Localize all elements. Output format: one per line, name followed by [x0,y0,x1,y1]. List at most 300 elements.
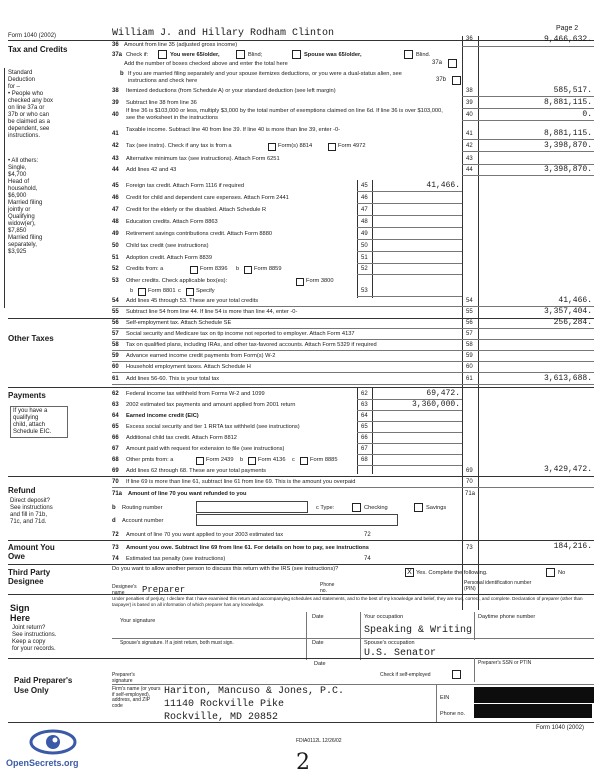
line-53-form8801-checkbox[interactable] [138,288,146,296]
line-68-text: Other pmts from: a [126,457,174,463]
side-text: 71c, and 71d. [10,519,47,525]
line-60-num: 60 [112,364,119,370]
line-54-text: Add lines 45 through 53. These are your total credits [126,298,259,304]
checking-label: Checking [364,505,388,511]
ein-label: EIN [440,695,450,701]
your-date-label: Date [312,614,324,620]
line-45-amount: 41,466. [426,181,460,190]
side-text: on line 37a or [8,105,45,111]
line-50-box: 50 [361,243,368,249]
line-68-opt-a: Form 2439 [206,457,234,463]
rule [357,410,462,411]
line-41-box: 41 [466,131,473,137]
box-column-right [478,36,479,610]
rule [357,239,462,240]
spouse-occupation: U.S. Senator [364,648,437,659]
line-36-text: Amount from line 35 (adjusted gross income) [124,42,238,48]
line-37b-box: 37b [436,77,447,83]
rule [357,296,462,297]
line-40-text: If line 36 is $103,000 or less, multiply $3,000 by the total number of exemptions claimed on line 6d. If line 36 is over $103,000, see the worksheet in the instructions [126,108,443,121]
side-text: for – [8,84,21,90]
line-37a-num: 37a [112,52,123,58]
std-others-side [8,158,42,256]
rule [357,251,462,252]
rule [357,227,462,228]
account-number-input[interactable] [196,514,398,526]
line-70-box: 70 [466,479,473,485]
line-48-text: Education credits. Attach Form 8863 [126,219,218,225]
line-73-num: 73 [112,545,119,551]
rule [8,476,594,477]
line-36-box: 36 [466,36,473,42]
sign-here-title: Sign Here [10,603,31,623]
footer-code: FDIA0112L 12/26/02 [296,738,342,744]
line-52-num: 52 [112,266,119,272]
side-text: separately, [8,242,37,248]
line-66-text: Additional child tax credit. Attach Form 8812 [126,435,237,441]
type-label: c Type: [316,505,335,511]
line-45-box: 45 [361,183,368,189]
line-66-num: 66 [112,435,119,441]
rule [357,421,462,422]
line-71d-num: d [112,518,116,524]
spouse-65-checkbox[interactable] [292,50,301,59]
line-37b-checkbox[interactable] [452,76,461,85]
side-text: Single, [8,165,27,171]
line-51-num: 51 [112,255,119,261]
line-47-text: Credit for the elderly or the disabled. Attach Schedule R [126,207,267,213]
line-68-c: c [292,457,295,463]
rule [474,658,475,682]
line-39-text: Subtract line 38 from line 36 [126,100,197,106]
line-71b-text: Routing number [122,505,163,511]
line-60-text: Household employment taxes. Attach Schedule H [126,364,251,370]
designee-pin-label: Personal identification number (PIN) [464,580,532,592]
line-68-b: b [240,457,244,463]
line-71a-num: 71a [112,491,123,497]
rule [112,350,594,351]
line-63-box: 63 [361,402,368,408]
third-party-yes-label: Yes. Complete the following. [416,570,488,576]
line-71b-num: b [112,505,116,511]
line-40-box: 40 [466,112,473,118]
side-text: dependent, see [8,126,50,132]
line-57-num: 57 [112,331,119,337]
line-52-b: b [236,266,240,272]
line-74-text: Estimated tax penalty (see instructions) [126,556,226,562]
line-53-opt-c: Specify [196,288,215,294]
line-61-amount: 3,613,688. [543,374,592,383]
line-62-text: Federal income tax withheld from Forms W-2 and 1099 [126,391,265,397]
line-52-text: Credits from: a [126,266,164,272]
line-69-box: 69 [466,468,473,474]
line-49-num: 49 [112,231,119,237]
rule [112,328,594,329]
spouse-occupation-label: Spouse's occupation [364,640,415,646]
line-58-box: 58 [466,342,473,348]
side-text: • All others: [8,158,39,164]
line-43-box: 43 [466,156,473,162]
side-text: be claimed as a [8,119,51,125]
routing-number-input[interactable] [196,501,308,513]
line-36-amount: 9,466,632. [543,35,592,44]
firm-label: Firm's name (or yours if self-employed), address, and ZIP code [112,686,161,709]
line-65-text: Excess social security and tier 1 RRTA tax withheld (see instructions) [126,424,300,430]
line-62-num: 62 [112,391,119,397]
side-text: $6,900 [8,193,27,199]
spouse-blind-label: Blind. [416,52,431,58]
line-54-box: 54 [466,298,473,304]
line-59-text: Advance earned income credit payments from Form(s) W-2 [126,353,276,359]
tax-credits-title: Tax and Credits [8,45,68,54]
pay-box-col-right [372,388,373,474]
line-52-opt-b: Form 8859 [254,266,282,272]
side-text: 37b or who can [8,112,50,118]
perjury-statement: Under penalties of perjury, I declare that I have examined this return and accompanying schedules and statements, and to the best of my knowledge and belief, they are true, correct, and complete. Declaration of preparer (other than taxpayer) is based on all information of which preparer has any knowledge. [112,596,583,607]
line-73-box: 73 [466,545,473,551]
side-text: If you have a [13,408,48,414]
line-69-text: Add lines 62 through 68. These are your total payments [126,468,266,474]
rule [357,203,462,204]
line-65-box: 65 [361,424,368,430]
line-68-form2439-checkbox[interactable] [196,457,204,465]
third-party-no-checkbox[interactable] [546,568,555,577]
you-blind-checkbox[interactable] [236,50,245,59]
taxpayer-names: William J. and Hillary Rodham Clinton [112,28,335,39]
rule [360,612,361,660]
line-58-num: 58 [112,342,119,348]
payments-title: Payments [8,391,46,400]
rule [8,387,594,388]
line-56-num: 56 [112,320,119,326]
line-37a-text: Check if: [126,52,149,58]
line-44-amount: 3,398,870. [543,165,592,174]
third-party-title: Third Party Designee [8,568,51,586]
line-64-text: Earned income credit (EIC) [126,413,199,419]
line-74-num: 74 [112,556,119,562]
line-68-form4136-checkbox[interactable] [248,457,256,465]
side-text: • People who [8,91,44,97]
line-51-text: Adoption credit. Attach Form 8839 [126,255,212,261]
line-53-box: 53 [361,288,368,294]
rule [357,274,462,275]
spouse-blind-checkbox[interactable] [404,50,413,59]
line-41-text: Taxable income. Subtract line 40 from line 39. If line 40 is more than line 39, enter -0- [126,127,341,133]
line-56-amount: 256,284. [553,318,592,327]
line-43-text: Alternative minimum tax (see instructions). Attach Form 6251 [126,156,280,162]
line-58-text: Tax on qualified plans, including IRAs, and other tax-favored accounts. Attach Form 5329 if required [126,342,377,348]
handwritten-page-number: 2 [296,750,310,775]
line-42-box: 42 [466,143,473,149]
side-text: Head of [8,179,30,185]
line-71a-text: Amount of line 70 you want refunded to you [128,491,247,497]
line-71a-box: 71a [465,491,476,497]
footer-form-label: Form 1040 (2002) [536,725,585,731]
line-42-form8814-checkbox[interactable] [268,143,276,151]
line-53-num: 53 [112,278,119,284]
line-73-amount: 184,216. [553,542,592,551]
rule [357,454,462,455]
line-38-amount: 585,517. [553,86,592,95]
line-46-num: 46 [112,195,119,201]
watermark-text: OpenSecrets.org [6,758,79,768]
side-text: jointly or [8,207,31,213]
line-52-form8396-checkbox[interactable] [190,266,198,274]
you-65-checkbox[interactable] [158,50,167,59]
ein-redaction [474,687,594,703]
rule [462,120,594,121]
spouse-date-label: Date [312,640,324,646]
side-text: $3,925 [8,249,27,255]
line-61-box: 61 [466,376,473,382]
line-53-form3800-checkbox[interactable] [296,278,304,286]
pay-box-col-left [357,388,358,474]
side-text: Married filing [8,200,43,206]
line-37a-add-text: Add the number of boxes checked above and enter the total here [124,61,288,67]
savings-label: Savings [426,505,447,511]
line-53-text: Other credits. Check applicable box(es): [126,278,228,284]
side-text: See instructions. [12,632,57,638]
you-65-label: You were 65/older, [170,52,220,58]
side-text: and fill in 71b, [10,512,48,518]
line-37a-total-box[interactable] [448,59,457,68]
line-39-box: 39 [466,100,473,106]
line-57-box: 57 [466,331,473,337]
box-column-left [462,36,463,610]
line-63-text: 2002 estimated tax payments and amount applied from 2001 return [126,402,296,408]
line-68-opt-b: Form 4136 [258,457,286,463]
ssn-label: Preparer's SSN or PTIN [478,660,532,666]
line-62-box: 62 [361,391,368,397]
line-70-text: If line 69 is more than line 61, subtract line 61 from line 69. This is the amount you overpaid [126,479,356,485]
side-text: $4,700 [8,172,27,178]
line-68-opt-c: Form 8885 [310,457,338,463]
line-48-num: 48 [112,219,119,225]
line-63-num: 63 [112,402,119,408]
phone-redaction [474,704,592,718]
line-36-num: 36 [112,42,119,48]
line-42-text: Tax (see instrs). Check if any tax is from a [126,143,232,149]
line-39-num: 39 [112,100,119,106]
rule [462,96,594,97]
line-54-amount: 41,466. [558,296,592,305]
side-text: $7,850 [8,228,27,234]
line-48-box: 48 [361,219,368,225]
line-51-box: 51 [361,255,368,261]
line-70-num: 70 [112,479,119,485]
line-55-num: 55 [112,309,119,315]
rule [462,175,594,176]
line-42-opt-b: Form 4972 [338,143,366,149]
third-party-yes-checkbox[interactable]: X [405,568,414,577]
line-72-num: 72 [112,532,119,538]
line-43-num: 43 [112,156,119,162]
rule [462,108,594,109]
side-text: child, attach [13,422,46,428]
line-47-num: 47 [112,207,119,213]
self-employed-label: Check if self-employed [380,672,431,678]
side-text: checked any box [8,98,54,104]
your-signature-field[interactable] [112,616,298,632]
line-41-amount: 8,881,115. [543,129,592,138]
side-text: household, [8,186,38,192]
line-68-box: 68 [361,457,368,463]
firm-name: Hariton, Mancuso & Jones, P.C. [164,686,345,697]
line-50-num: 50 [112,243,119,249]
line-55-amount: 3,357,404. [543,307,592,316]
line-56-box: 56 [466,320,473,326]
line-37a-box: 37a [432,60,443,66]
designee-name-label: Designee's name [112,584,137,596]
designee-name: Preparer [142,585,186,595]
rule [112,372,594,373]
line-38-box: 38 [466,88,473,94]
savings-checkbox[interactable] [414,503,423,512]
line-44-num: 44 [112,167,119,173]
line-72-text: Amount of line 70 you want applied to your 2003 estimated tax [126,532,284,538]
line-38-num: 38 [112,88,119,94]
spouse-65-label: Spouse was 65/older, [304,52,362,58]
line-53-c: c [178,288,181,294]
side-text: See instructions [10,505,53,511]
line-39-amount: 8,881,115. [543,98,592,107]
line-54-num: 54 [112,298,119,304]
line-71d-text: Account number [122,518,164,524]
rule [436,684,437,722]
line-45-text: Foreign tax credit. Attach Form 1116 if required [126,183,245,189]
line-67-box: 67 [361,446,368,452]
rule [357,191,462,192]
your-occupation: Speaking & Writing [364,625,473,636]
line-53-specify-checkbox[interactable] [186,288,194,296]
checking-checkbox[interactable] [352,503,361,512]
line-55-box: 55 [466,309,473,315]
third-party-question: Do you want to allow another person to discuss this return with the IRS (see instructions)? [112,566,339,572]
line-53-opt-a: Form 3800 [306,278,334,284]
std-deduction-side [8,70,53,140]
you-blind-label: Blind; [248,52,263,58]
rule [112,638,594,639]
line-67-text: Amount paid with request for extension to file (see instructions) [126,446,285,452]
line-55-text: Subtract line 54 from line 44. If line 54 is more than line 44, enter -0- [126,309,298,315]
side-text: Married filing [8,235,43,241]
rule [357,465,462,466]
margin-bracket [4,68,5,308]
your-occupation-label: Your occupation [364,614,404,620]
side-text: Direct deposit? [10,498,51,504]
rule [8,658,594,659]
line-52-opt-a: Form 8396 [200,266,228,272]
rule [8,722,594,723]
line-64-num: 64 [112,413,119,419]
refund-title: Refund [8,486,36,495]
line-65-num: 65 [112,424,119,430]
amount-owe-title: Amount You Owe [8,543,55,561]
eye-logo-icon [28,728,78,760]
line-68-num: 68 [112,457,119,463]
page-label: Page 2 [556,25,579,32]
line-42-form4972-checkbox[interactable] [328,143,336,151]
line-73-text: Amount you owe. Subtract line 69 from line 61. For details on how to pay, see instructions [126,545,369,551]
spouse-signature-label: Spouse's signature. If a joint return, both must sign. [120,640,234,646]
line-67-num: 67 [112,446,119,452]
line-63-amount: 3,360,000. [411,400,460,409]
side-text: Qualifying [8,214,35,220]
firm-city: Rockville, MD 20852 [164,712,279,723]
line-42-amount: 3,398,870. [543,141,592,150]
line-60-box: 60 [466,364,473,370]
side-text: instructions. [8,133,41,139]
rule [8,564,594,565]
line-37b-text: If you are married filing separately and your spouse itemizes deductions, or you were a dual-status alien, see instructions and check here [128,71,402,84]
rule [112,339,594,340]
line-50-text: Child tax credit (see instructions) [126,243,209,249]
designee-phone-label: Phone no. [320,582,335,594]
side-text: Keep a copy [12,639,46,645]
your-signature-label: Your signature [120,618,156,624]
line-37b-num: b [120,71,124,77]
rule [8,540,594,541]
daytime-phone-label: Daytime phone number [478,614,536,620]
line-57-text: Social security and Medicare tax on tip income not reported to employer. Attach Form 4137 [126,331,355,337]
line-69-amount: 3,429,472. [543,465,592,474]
line-42-num: 42 [112,143,119,149]
line-61-num: 61 [112,376,119,382]
rule [462,46,594,47]
rule [474,612,475,640]
line-44-text: Add lines 42 and 43 [126,167,177,173]
line-62-amount: 69,472. [426,389,460,398]
line-53-b: b [130,288,134,294]
rule [357,263,462,264]
rule [357,432,462,433]
direct-deposit-side [10,498,53,526]
rule [306,612,307,660]
line-40-amount: 0. [582,110,592,119]
preparer-date-label: Date [314,661,326,667]
side-text: widow(er), [8,221,36,227]
line-61-text: Add lines 56-60. This is your total tax [126,376,220,382]
rule [8,594,594,595]
line-68-form8885-checkbox[interactable] [300,457,308,465]
line-44-box: 44 [466,167,473,173]
preparer-phone-label: Phone no. [440,711,466,717]
line-46-box: 46 [361,195,368,201]
sign-here-side [12,625,56,653]
side-text: qualifying [13,415,39,421]
line-59-num: 59 [112,353,119,359]
line-66-box: 66 [361,435,368,441]
line-38-text: Itemized deductions (from Schedule A) or your standard deduction (see left margin) [126,88,336,94]
rule [112,487,594,488]
side-text: for your records. [12,646,56,652]
rule [357,443,462,444]
line-64-box: 64 [361,413,368,419]
line-52-form8859-checkbox[interactable] [244,266,252,274]
line-45-num: 45 [112,183,119,189]
preparer-sig-label: Preparer's signature [112,672,135,684]
line-46-text: Credit for child and dependent care expenses. Attach Form 2441 [126,195,289,201]
rule [112,361,594,362]
line-72-box: 72 [364,532,371,538]
line-47-box: 47 [361,207,368,213]
line-49-text: Retirement savings contributions credit. Attach Form 8880 [126,231,273,237]
preparer-title: Paid Preparer's Use Only [14,676,73,695]
self-employed-checkbox[interactable] [452,670,461,679]
other-taxes-title: Other Taxes [8,334,54,343]
line-69-num: 69 [112,468,119,474]
line-40-num: 40 [112,112,119,118]
